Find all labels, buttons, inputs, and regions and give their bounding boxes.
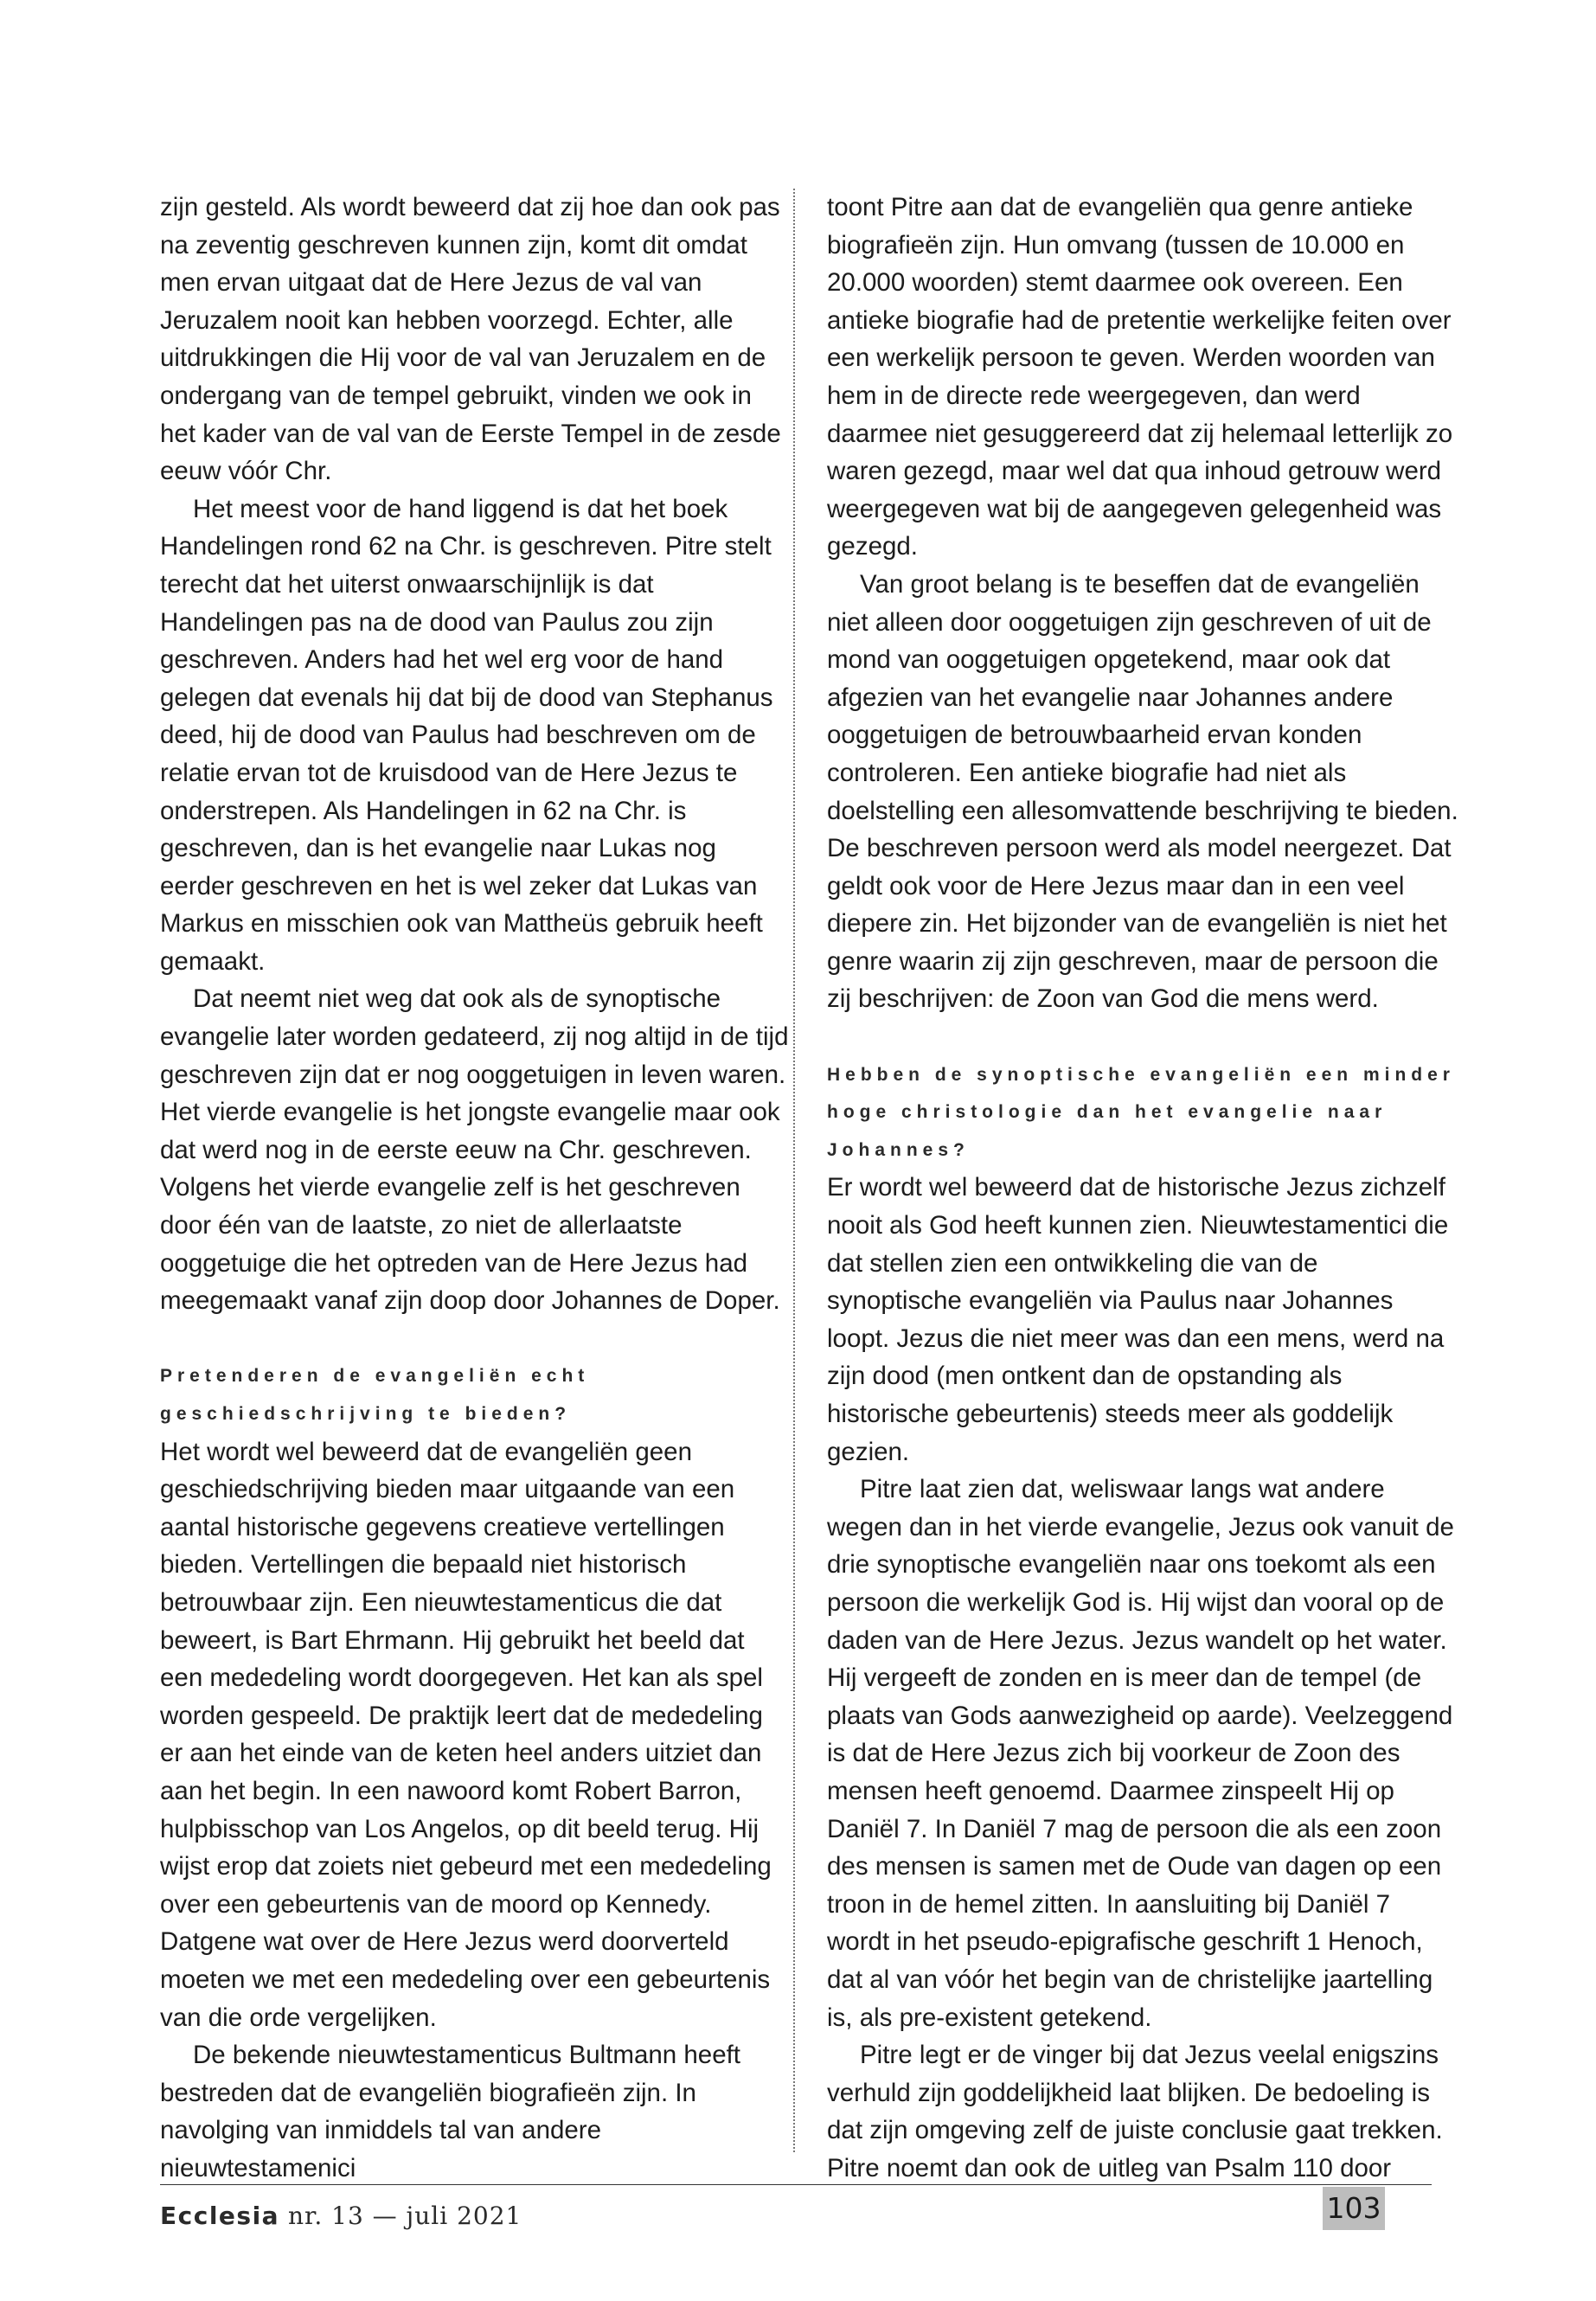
paragraph: Van groot belang is te beseffen dat de evangeliën niet alleen door ooggetuigen zijn geschreven of uit de mond van ooggetuigen opgetekend, maar ook dat afgezien van het evangelie naar Johannes andere ooggetuigen de betrouwbaarheid ervan konden controleren. Een antieke biografie had niet als doelstelling een allesomvattende beschrijving te bieden. De beschreven persoon werd als model neergezet. Dat geldt ook voor de Here Jezus maar dan in een veel diepere zin. Het bijzonder van de evangeliën is niet het genre waarin zij zijn geschreven, maar de persoon die zij beschrijven: de Zoon van God die mens werd. [827, 569, 1458, 1014]
issue-info: nr. 13 — juli 2021 [287, 2202, 522, 2230]
spacer [827, 1018, 1458, 1056]
page-number: 103 [1323, 2187, 1385, 2230]
left-column [160, 189, 792, 2187]
spacer [160, 1320, 792, 1358]
paragraph: Dat neemt niet weg dat ook als de synoptische evangelie later worden gedateerd, zij nog altijd in de tijd geschreven zijn dat er nog ooggetuigen in leven waren. Het vierde evangelie is het jongste evangelie maar ook dat werd nog in de eerste eeuw na Chr. geschreven. Volgens het vierde evangelie zelf is het geschreven door één van de laatste, zo niet de allerlaatste ooggetuige die het optreden van de Here Jezus had meegemaakt vanaf zijn doop door Johannes de Doper. [160, 984, 789, 1316]
section-heading: Pretenderen de evangeliën echt geschiedschrijving te bieden? [160, 1366, 590, 1424]
paragraph: Het meest voor de hand liggend is dat het boek Handelingen rond 62 na Chr. is geschreven. Pitre stelt terecht dat het uiterst onwaarschijnlijk is dat Handelingen pas na de dood van Paulus zou zijn geschreven. Anders had het wel erg voor de hand gelegen dat evenals hij dat bij de dood van Stephanus deed, hij de dood van Paulus had beschreven om de relatie ervan tot de kruisdood van de Here Jezus te onderstrepen. Als Handelingen in 62 na Chr. is geschreven, dan is het evangelie naar Lukas nog eerder geschreven en het is wel zeker dat Lukas van Markus en misschien ook van Mattheüs gebruik heeft gemaakt. [160, 494, 773, 976]
paragraph: De bekende nieuwtestamenticus Bultmann heeft bestreden dat de evangeliën biografieën zijn. In navolging van inmiddels tal van andere nieuwtestamenici [160, 2041, 740, 2182]
column-divider [793, 189, 795, 2152]
paragraph: Pitre laat zien dat, weliswaar langs wat andere wegen dan in het vierde evangelie, Jezus ook vanuit de drie synoptische evangeliën naar ons toekomt als een persoon die werkelijk God is. Hij wijst dan vooral op de daden van de Here Jezus. Jezus wandelt op het water. Hij vergeeft de zonden en is meer dan de tempel (de plaats van Gods aanwezigheid op aarde). Veelzeggend is dat de Here Jezus zich bij voorkeur de Zoon des mensen heeft genoemd. Daarmee zinspeelt Hij op Daniël 7. In Daniël 7 mag de persoon die als een zoon des mensen is samen met de Oude van dagen op een troon in de hemel zitten. In aansluiting bij Daniël 7 wordt in het pseudo-epigrafische geschrift 1 Henoch, dat al van vóór het begin van de christelijke jaartelling is, als pre-existent getekend. [827, 1475, 1454, 2032]
right-column [827, 189, 1458, 2187]
magazine-name: Ecclesia [160, 2202, 280, 2230]
section-heading: Hebben de synoptische evangeliën een minder hoge christologie dan het evangelie naar Johannes? [827, 1064, 1455, 1160]
footer-rule [160, 2184, 1432, 2185]
paragraph: toont Pitre aan dat de evangeliën qua genre antieke biografieën zijn. Hun omvang (tussen de 10.000 en 20.000 woorden) stemt daarmee ook overeen. Een antieke biografie had de pretentie werkelijke feiten over een werkelijk persoon te geven. Werden woorden van hem in de directe rede weergegeven, dan werd daarmee niet gesuggereerd dat zij helemaal letterlijk zo waren gezegd, maar wel dat qua inhoud getrouw werd weergegeven wat bij de aangegeven gelegenheid was gezegd. [827, 193, 1453, 561]
paragraph: Pitre legt er de vinger bij dat Jezus veelal enigszins verhuld zijn goddelijkheid laat blijken. De bedoeling is dat zijn omgeving zelf de juiste conclusie gaat trekken. Pitre noemt dan ook de uitleg van Psalm 110 door [827, 2041, 1443, 2182]
footer-publication [160, 2202, 522, 2230]
paragraph: zijn gesteld. Als wordt beweerd dat zij hoe dan ook pas na zeventig geschreven kunnen zijn, komt dit omdat men ervan uitgaat dat de Here Jezus de val van Jeruzalem nooit kan hebben voorzegd. Echter, alle uitdrukkingen die Hij voor de val van Jeruzalem en de ondergang van de tempel gebruikt, vinden we ook in het kader van de val van de Eerste Tempel in de zesde eeuw vóór Chr. [160, 193, 781, 486]
paragraph: Het wordt wel beweerd dat de evangeliën geen geschiedschrijving bieden maar uitgaande van een aantal historische gegevens creatieve vertellingen bieden. Vertellingen die bepaald niet historisch betrouwbaar zijn. Een nieuwtestamenticus die dat beweert, is Bart Ehrmann. Hij gebruikt het beeld dat een mededeling wordt doorgegeven. Het kan als spel worden gespeeld. De praktijk leert dat de mededeling er aan het einde van de keten heel anders uitziet dan aan het begin. In een nawoord komt Robert Barron, hulpbisschop van Los Angelos, op dit beeld terug. Hij wijst erop dat zoiets niet gebeurd met een mededeling over een gebeurtenis van de moord op Kennedy. Datgene wat over de Here Jezus werd doorverteld moeten we met een mededeling over een gebeurtenis van die orde vergelijken. [160, 1437, 772, 2032]
paragraph: Er wordt wel beweerd dat de historische Jezus zichzelf nooit als God heeft kunnen zien. Nieuwtestamentici die dat stellen zien een ontwikkeling die van de synoptische evangeliën via Paulus naar Johannes loopt. Jezus die niet meer was dan een mens, werd na zijn dood (men ontkent dan de opstanding als historische gebeurtenis) steeds meer als goddelijk gezien. [827, 1173, 1449, 1466]
